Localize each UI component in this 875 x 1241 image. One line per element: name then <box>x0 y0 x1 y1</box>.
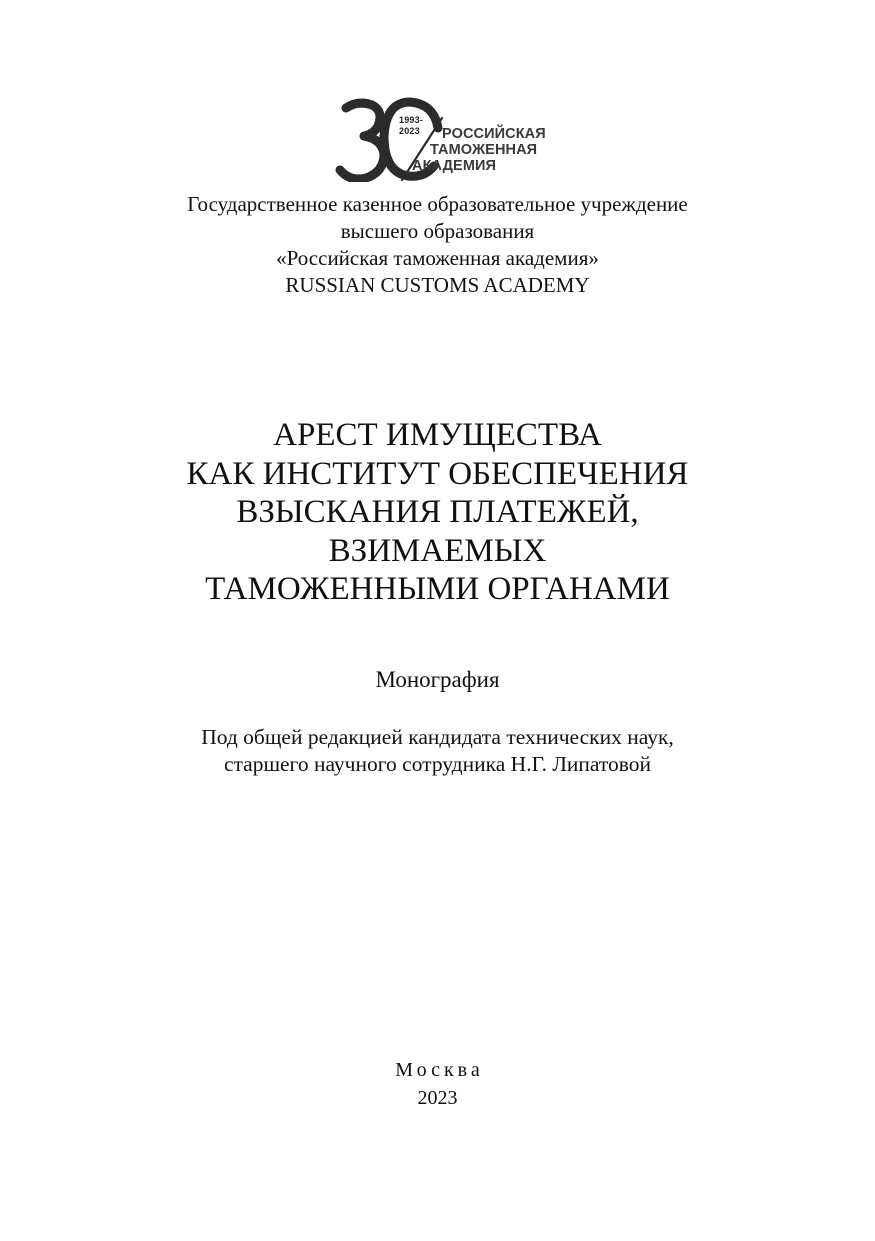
institution-name <box>0 191 875 299</box>
logo-academy-name: РОССИЙСКАЯ ТАМОЖЕННАЯ АКАДЕМИЯ <box>412 126 546 174</box>
title-line: АРЕСТ ИМУЩЕСТВА <box>273 417 602 453</box>
logo-years: 1993- 2023 <box>399 115 424 136</box>
editor-line: Под общей редакцией кандидата технических наук, <box>201 725 674 749</box>
publication-year: 2023 <box>417 1087 458 1109</box>
academy-logo <box>334 96 554 182</box>
title-line: ТАМОЖЕННЫМИ ОРГАНАМИ <box>205 571 670 607</box>
document-type: Монография <box>375 667 500 692</box>
institution-line: RUSSIAN CUSTOMS ACADEMY <box>285 273 590 297</box>
title-line: ВЗИМАЕМЫХ <box>328 532 547 569</box>
editor-credit <box>0 724 875 778</box>
institution-line: высшего образования <box>340 219 535 243</box>
publication-city: Москва <box>395 1059 484 1081</box>
institution-line: «Российская таможенная академия» <box>276 246 599 270</box>
institution-line: Государственное казенное образовательное учреждение <box>187 192 688 216</box>
book-title <box>0 416 875 609</box>
editor-line: старшего научного сотрудника Н.Г. Липатовой <box>223 752 652 776</box>
title-line: ВЗЫСКАНИЯ ПЛАТЕЖЕЙ, <box>236 494 639 530</box>
title-line: КАК ИНСТИТУТ ОБЕСПЕЧЕНИЯ <box>186 455 689 492</box>
